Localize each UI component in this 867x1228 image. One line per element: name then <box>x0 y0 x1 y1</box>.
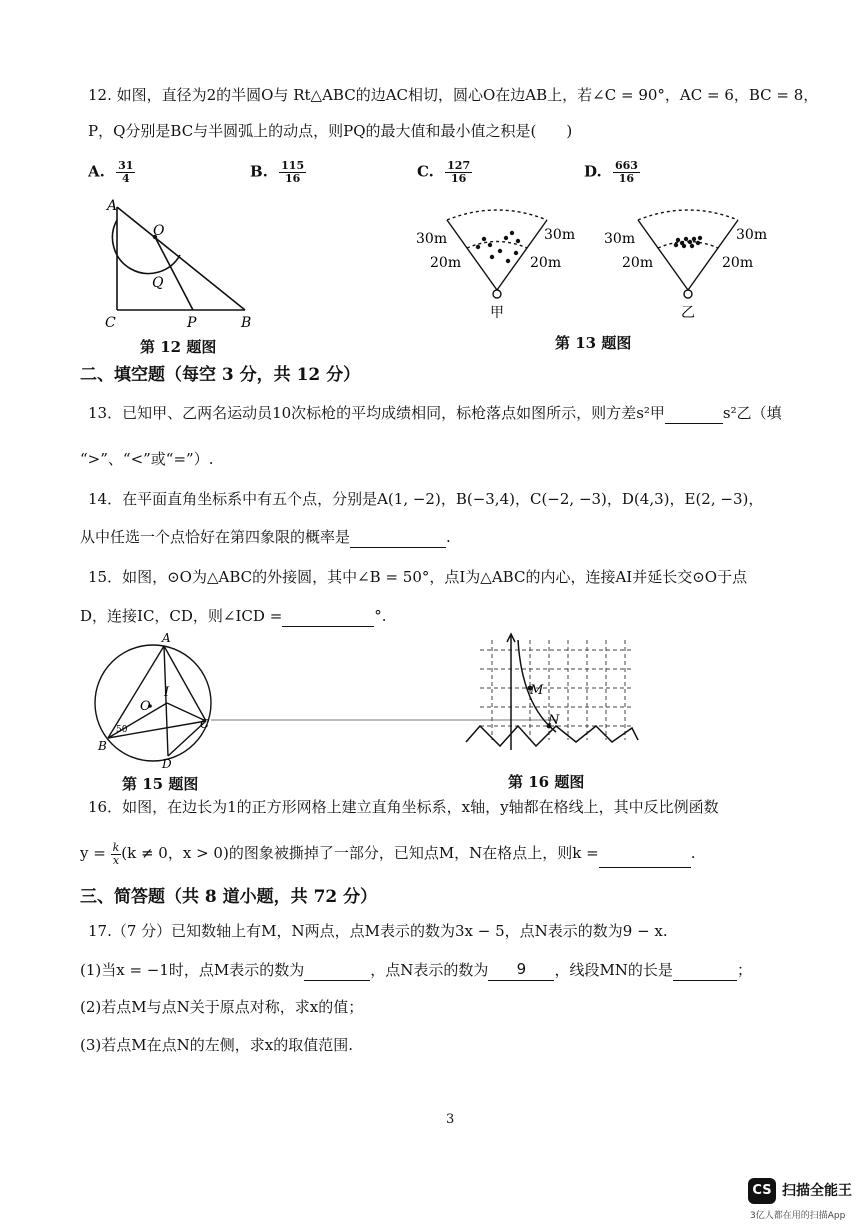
q14-answer-blank[interactable] <box>350 547 446 548</box>
fig12-label-a: A <box>107 198 118 214</box>
footer-subtitle: 3亿人都在用的扫描App <box>750 1211 846 1221</box>
fig12-label-b: B <box>241 315 252 331</box>
fig13-right-label-30m-right: 30m <box>736 227 768 243</box>
fig15-label-a: A <box>162 631 171 645</box>
option-denominator: 16 <box>450 172 467 185</box>
q16-grid-figure <box>460 630 640 770</box>
option-denominator: 4 <box>121 172 130 185</box>
fig13-right-label-30m-left: 30m <box>604 231 636 247</box>
q12-triangle-figure <box>95 195 265 335</box>
q16-text: (k ≠ 0，x > 0)的图象被撕掉了一部分，已知点M，N在格点上，则k = <box>121 844 599 862</box>
fig15-label-o: O <box>140 699 151 714</box>
q12-line-2: P，Q分别是BC与半圆弧上的动点，则PQ的最大值和最小值之积是( ) <box>88 122 573 140</box>
fig13-left-label-20m-left: 20m <box>430 255 462 271</box>
fig15-label-c: C <box>200 717 210 731</box>
fig12-label-o: O <box>153 223 165 239</box>
page-number: 3 <box>446 1112 455 1127</box>
q13-caption: 第 13 题图 <box>555 334 632 352</box>
variance-jia: s²甲 <box>636 404 665 422</box>
camscanner-logo: CS <box>748 1178 776 1204</box>
fig15-label-i: I <box>164 685 170 700</box>
q14-text: 从中任选一个点恰好在第四象限的概率是 <box>80 528 351 546</box>
q16-answer-blank[interactable] <box>599 867 691 868</box>
variance-yi: s²乙 <box>722 404 752 422</box>
fig13-right-name: 乙 <box>681 305 695 321</box>
q16-eq-prefix: y = <box>80 844 106 862</box>
q17-part-3: (3)若点M在点N的左侧，求x的取值范围. <box>80 1036 353 1054</box>
option-numerator: 663 <box>614 159 638 172</box>
option-numerator: 31 <box>118 159 134 172</box>
q12-caption: 第 12 题图 <box>140 338 217 356</box>
fig16-label-n: N <box>548 713 560 728</box>
fig15-label-d: D <box>162 757 172 771</box>
q17-p1-text-b: ，点N表示的数为 <box>370 961 489 979</box>
q14-line-2 <box>80 526 451 548</box>
q16-caption: 第 16 题图 <box>508 773 585 791</box>
option-numerator: 115 <box>281 159 305 172</box>
q12-option-b <box>250 160 306 185</box>
q14-text-end: . <box>446 528 451 546</box>
option-label: A. <box>88 162 105 181</box>
q12-option-d <box>584 160 640 185</box>
fig13-right-label-20m-left: 20m <box>622 255 654 271</box>
q15-text: D，连接IC，CD，则∠ICD = <box>80 607 283 625</box>
q16-line-2 <box>80 838 696 868</box>
fig12-label-c: C <box>105 315 116 331</box>
q15-caption: 第 15 题图 <box>122 775 199 793</box>
fig13-left-label-30m-left: 30m <box>416 231 448 247</box>
fig15-label-b: B <box>98 739 107 753</box>
option-label: C. <box>417 162 434 181</box>
section-3-heading: 三、简答题（共 8 道小题，共 72 分） <box>80 887 378 907</box>
q17-part-2: (2)若点M与点N关于原点对称，求x的值； <box>80 998 364 1016</box>
fig13-left-label-20m-right: 20m <box>530 255 562 271</box>
q13-text: 13．已知甲、乙两名运动员10次标枪的平均成绩相同，标枪落点如图所示，则方差 <box>88 404 637 422</box>
q15-line-2 <box>80 605 387 627</box>
fig16-label-m: M <box>530 683 544 698</box>
q12-option-a <box>88 160 135 185</box>
fig13-left-name: 甲 <box>490 305 504 321</box>
footer-app-name: 扫描全能王 <box>782 1183 852 1199</box>
q17-p1-blank-m[interactable] <box>304 980 370 981</box>
option-denominator: 16 <box>618 172 635 185</box>
fig13-right-label-20m-right: 20m <box>722 255 754 271</box>
q13-line-1 <box>88 402 782 424</box>
q17-line-1: 17.（7 分）已知数轴上有M，N两点，点M表示的数为3x − 5，点N表示的数为9 − x. <box>88 922 668 940</box>
fig12-label-q: Q <box>152 275 164 291</box>
q16-eq-numerator: k <box>112 840 120 854</box>
q12-line-1: 12. 如图，直径为2的半圆O与 Rt△ABC的边AC相切，圆心O在边AB上，若∠C = 90°，AC = 6，BC = 8， <box>88 86 819 104</box>
fig12-label-p: P <box>187 315 197 331</box>
q16-line-1: 16．如图，在边长为1的正方形网格上建立直角坐标系，x轴，y轴都在格线上，其中反比例函数 <box>88 798 719 816</box>
option-denominator: 16 <box>284 172 301 185</box>
q13-text-end: （填 <box>751 404 782 422</box>
q16-text-end: . <box>690 844 696 862</box>
q13-left-fan-figure <box>412 205 587 325</box>
q15-line-1: 15．如图，⊙O为△ABC的外接圆，其中∠B = 50°，点I为△ABC的内心，连接AI并延长交⊙O于点 <box>88 568 748 586</box>
option-label: D. <box>584 162 602 181</box>
q17-p1-text-a: (1)当x = −1时，点M表示的数为 <box>80 961 305 979</box>
section-2-heading: 二、填空题（每空 3 分，共 12 分） <box>80 365 361 385</box>
q13-right-fan-figure <box>600 205 775 325</box>
fig13-left-label-30m-right: 30m <box>544 227 576 243</box>
option-label: B. <box>250 162 268 181</box>
q17-p1-blank-n[interactable]: 9 <box>488 958 554 981</box>
option-numerator: 127 <box>447 159 471 172</box>
q13-line-2: “>”、“<”或“=”）. <box>80 450 214 468</box>
q17-part-1 <box>80 958 752 981</box>
q16-eq-denominator: x <box>112 853 120 867</box>
q15-answer-blank[interactable] <box>282 626 374 627</box>
q12-option-c <box>417 160 472 185</box>
q17-p1-blank-mn[interactable] <box>673 980 737 981</box>
q14-line-1: 14．在平面直角坐标系中有五个点，分别是A(1, −2)，B(−3,4)，C(−2, −3)，D(4,3)，E(2, −3)， <box>88 490 764 508</box>
q15-text-end: °. <box>374 607 387 625</box>
q13-answer-blank[interactable] <box>665 423 723 424</box>
q17-p1-text-c: ，线段MN的长是 <box>554 961 673 979</box>
q17-p1-text-end: ； <box>736 961 752 979</box>
fig15-angle-label: 50 <box>116 725 128 735</box>
